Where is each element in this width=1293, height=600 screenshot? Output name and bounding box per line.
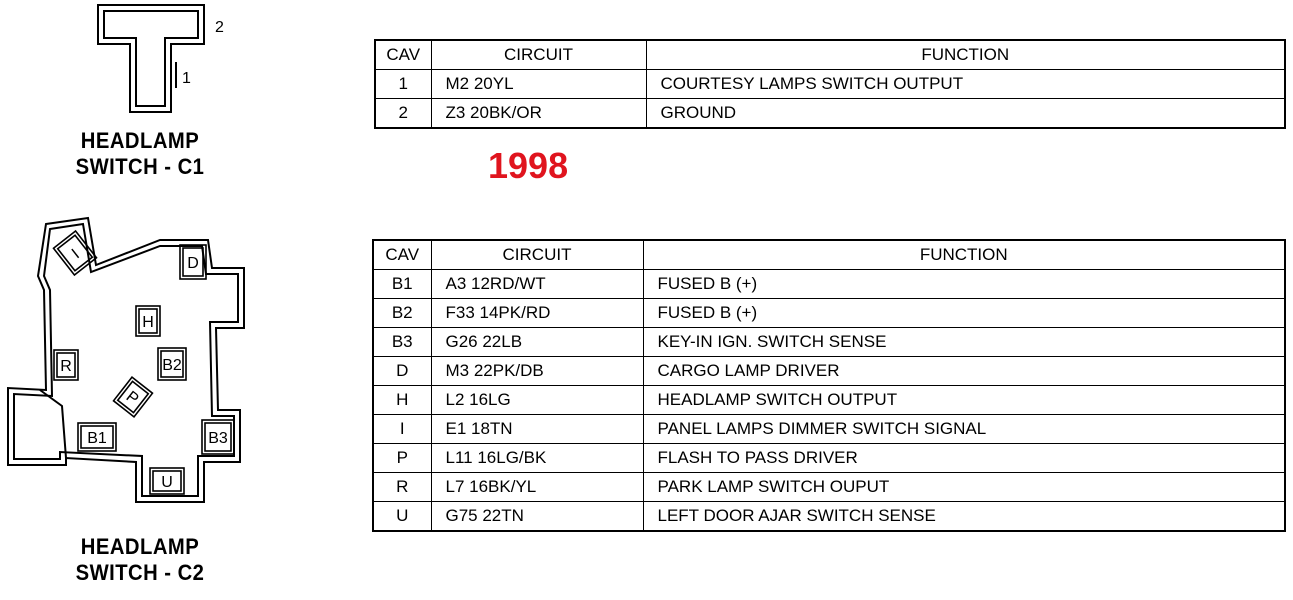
pinout-table-c2 xyxy=(372,239,1286,532)
table-header-row xyxy=(373,240,1285,270)
cav-cell: B1 xyxy=(373,270,431,299)
table-row xyxy=(373,386,1285,415)
cavity-label-R: R xyxy=(60,358,72,375)
year-label: 1998 xyxy=(488,145,569,186)
pin-label-2: 2 xyxy=(215,19,224,36)
table-row xyxy=(375,70,1285,99)
circuit-cell: G26 22LB xyxy=(431,328,643,357)
header-circuit: CIRCUIT xyxy=(431,40,646,70)
pin-label-1: 1 xyxy=(182,70,191,87)
cavity-label-B2: B2 xyxy=(162,357,182,374)
cavity-label-B1: B1 xyxy=(87,430,107,447)
cavity-label-H: H xyxy=(142,314,154,331)
table-row xyxy=(373,473,1285,502)
connector-c1-caption xyxy=(48,128,232,180)
table-row xyxy=(373,328,1285,357)
table-row xyxy=(373,270,1285,299)
c1-caption-line2: SWITCH - C1 xyxy=(75,154,205,179)
circuit-cell: A3 12RD/WT xyxy=(431,270,643,299)
function-cell: KEY-IN IGN. SWITCH SENSE xyxy=(643,328,1285,357)
cavity-label-B3: B3 xyxy=(208,430,228,447)
function-cell: HEADLAMP SWITCH OUTPUT xyxy=(643,386,1285,415)
circuit-cell: Z3 20BK/OR xyxy=(431,99,646,129)
cavity-label-P: P xyxy=(122,388,142,409)
header-function: FUNCTION xyxy=(643,240,1285,270)
circuit-cell: E1 18TN xyxy=(431,415,643,444)
cav-cell: B3 xyxy=(373,328,431,357)
header-function: FUNCTION xyxy=(646,40,1285,70)
function-cell: CARGO LAMP DRIVER xyxy=(643,357,1285,386)
c2-caption-line2: SWITCH - C2 xyxy=(75,560,205,585)
cav-cell: 1 xyxy=(375,70,431,99)
function-cell: LEFT DOOR AJAR SWITCH SENSE xyxy=(643,502,1285,532)
connector-c2-diagram xyxy=(0,210,260,510)
circuit-cell: M3 22PK/DB xyxy=(431,357,643,386)
cav-cell: I xyxy=(373,415,431,444)
table-row xyxy=(373,357,1285,386)
table-row xyxy=(375,99,1285,129)
function-cell: FUSED B (+) xyxy=(643,270,1285,299)
cav-cell: P xyxy=(373,444,431,473)
cav-cell: D xyxy=(373,357,431,386)
c2-caption-line1: HEADLAMP xyxy=(80,534,200,559)
table-row xyxy=(373,502,1285,532)
header-cav: CAV xyxy=(375,40,431,70)
header-cav: CAV xyxy=(373,240,431,270)
cavity-label-I: I xyxy=(68,246,83,263)
header-circuit: CIRCUIT xyxy=(431,240,643,270)
cav-cell: H xyxy=(373,386,431,415)
cav-cell: 2 xyxy=(375,99,431,129)
circuit-cell: L7 16BK/YL xyxy=(431,473,643,502)
circuit-cell: F33 14PK/RD xyxy=(431,299,643,328)
circuit-cell: M2 20YL xyxy=(431,70,646,99)
pinout-table-c1 xyxy=(374,39,1286,129)
circuit-cell: G75 22TN xyxy=(431,502,643,532)
connector-c2-caption xyxy=(48,534,232,586)
cavity-label-D: D xyxy=(187,255,199,272)
cav-cell: U xyxy=(373,502,431,532)
cavity-label-U: U xyxy=(161,474,173,491)
table-header-row xyxy=(375,40,1285,70)
function-cell: COURTESY LAMPS SWITCH OUTPUT xyxy=(646,70,1285,99)
c1-caption-line1: HEADLAMP xyxy=(80,128,200,153)
cav-cell: R xyxy=(373,473,431,502)
table-row xyxy=(373,444,1285,473)
table-row xyxy=(373,299,1285,328)
function-cell: PARK LAMP SWITCH OUPUT xyxy=(643,473,1285,502)
cav-cell: B2 xyxy=(373,299,431,328)
circuit-cell: L11 16LG/BK xyxy=(431,444,643,473)
table-row xyxy=(373,415,1285,444)
function-cell: PANEL LAMPS DIMMER SWITCH SIGNAL xyxy=(643,415,1285,444)
function-cell: GROUND xyxy=(646,99,1285,129)
circuit-cell: L2 16LG xyxy=(431,386,643,415)
function-cell: FLASH TO PASS DRIVER xyxy=(643,444,1285,473)
connector-c1-diagram xyxy=(90,0,240,120)
function-cell: FUSED B (+) xyxy=(643,299,1285,328)
